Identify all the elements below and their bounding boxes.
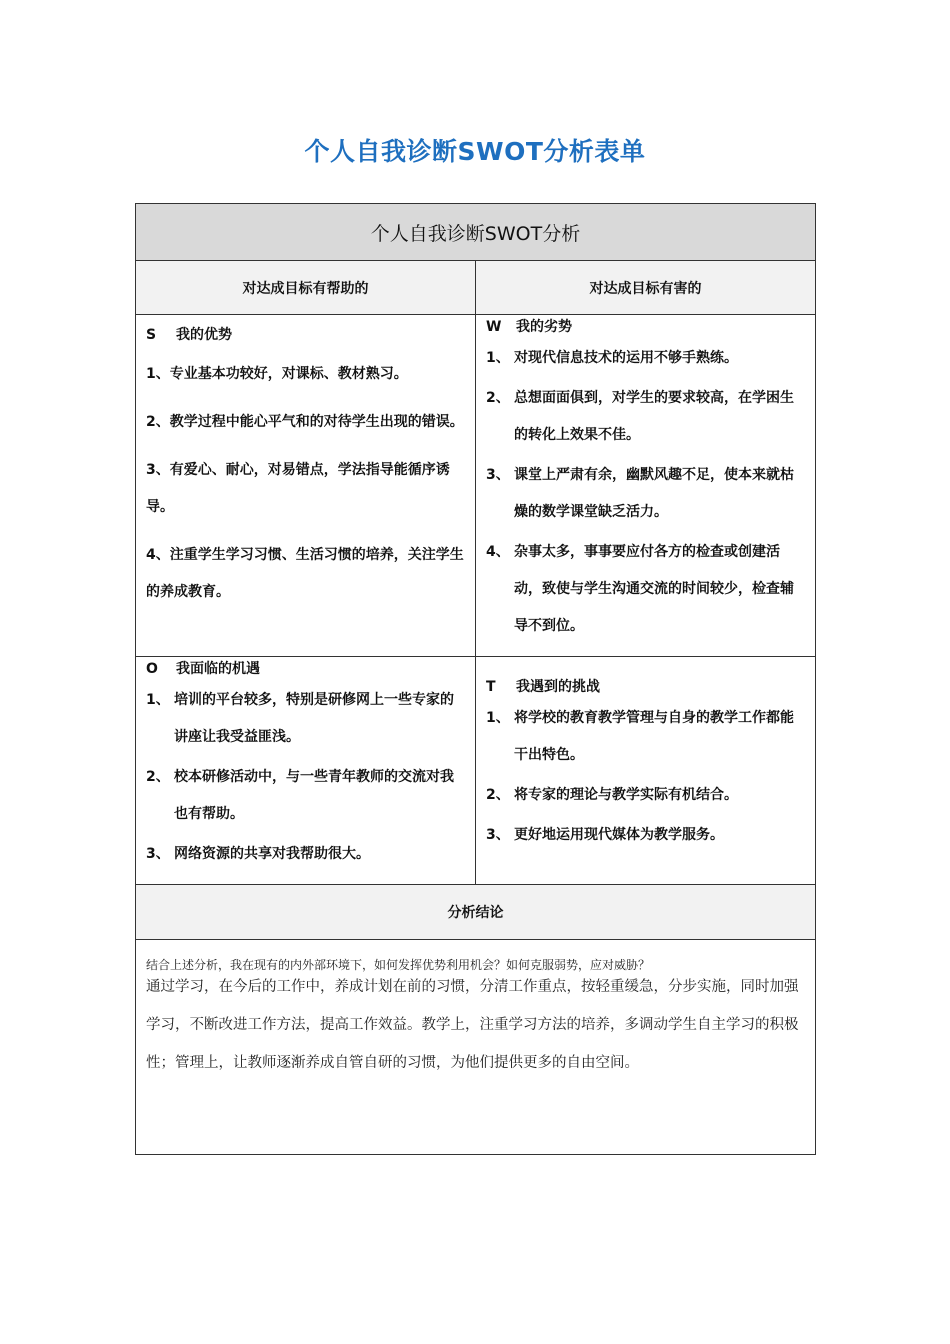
item-number: 3、 (146, 846, 170, 862)
item-number: 2、 (486, 390, 510, 406)
strengths-label: 我的优势 (176, 327, 232, 343)
conclusion-prompt: 结合上述分析，我在现有的内外部环境下，如何发挥优势利用机会？如何克服弱势，应对威胁？ (146, 958, 651, 972)
item-text: 杂事太多，事事要应付各方的检查或创建活动，致使与学生沟通交流的时间较少，检查辅导不到位。 (514, 544, 794, 634)
item-number: 1、 (146, 692, 170, 708)
document-title: 个人自我诊断SWOT分析表单 (304, 137, 646, 166)
threats-cell (476, 657, 816, 885)
item-number: 1、 (486, 710, 510, 726)
item-text: 总想面面俱到，对学生的要求较高，在学困生的转化上效果不佳。 (514, 390, 794, 443)
harmful-column-header: 对达成目标有害的 (476, 261, 816, 315)
strengths-cell (136, 315, 476, 657)
weakness-item (486, 465, 807, 531)
item-number: 2、 (146, 769, 170, 785)
threat-item (486, 708, 807, 774)
item-text: 网络资源的共享对我帮助很大。 (174, 846, 370, 862)
opportunities-letter: O (146, 661, 158, 677)
threat-item (486, 785, 807, 814)
conclusion-text: 通过学习，在今后的工作中，养成计划在前的习惯，分清工作重点，按轻重缓急，分步实施，同时加强学习，不断改进工作方法，提高工作效益。教学上，注重学习方法的培养，多调动学生自主学习的积极性；管理上，让教师逐渐养成自管自研的习惯，为他们提供更多的自由空间。 (146, 979, 799, 1071)
swot-main-header: 个人自我诊断SWOT分析 (136, 204, 816, 261)
swot-table (135, 203, 816, 1155)
opportunities-label: 我面临的机遇 (176, 661, 260, 677)
helpful-column-header: 对达成目标有帮助的 (136, 261, 476, 315)
item-number: 2、 (486, 787, 510, 803)
opportunities-header (146, 659, 467, 679)
threat-item (486, 825, 807, 854)
item-number: 1、 (486, 350, 510, 366)
conclusion-header: 分析结论 (136, 885, 816, 940)
weaknesses-label: 我的劣势 (516, 319, 572, 335)
conclusion-cell (136, 940, 816, 1155)
weakness-item (486, 542, 807, 645)
weaknesses-cell (476, 315, 816, 657)
item-number: 3、 (486, 467, 510, 483)
item-text: 对现代信息技术的运用不够手熟练。 (514, 350, 738, 366)
item-text: 课堂上严肃有余，幽默风趣不足，使本来就枯燥的数学课堂缺乏活力。 (514, 467, 794, 520)
item-text: 培训的平台较多，特别是研修网上一些专家的讲座让我受益匪浅。 (174, 692, 454, 745)
opportunity-item (146, 767, 467, 833)
item-text: 将学校的教育教学管理与自身的教学工作都能干出特色。 (514, 710, 794, 763)
strength-item: 3、有爱心、耐心，对易错点，学法指导能循序诱导。 (146, 462, 450, 515)
item-number: 3、 (486, 827, 510, 843)
opportunities-cell (136, 657, 476, 885)
strength-item: 2、教学过程中能心平气和的对待学生出现的错误。 (146, 414, 464, 430)
threats-header (486, 677, 807, 697)
threats-letter: T (486, 679, 496, 695)
item-text: 将专家的理论与教学实际有机结合。 (514, 787, 738, 803)
threats-label: 我遇到的挑战 (516, 679, 600, 695)
item-number: 4、 (486, 544, 510, 560)
opportunity-item (146, 844, 467, 873)
strengths-letter: S (146, 327, 157, 343)
strength-item: 1、专业基本功较好，对课标、教材熟习。 (146, 366, 408, 382)
weaknesses-letter: W (486, 319, 502, 335)
strength-item: 4、注重学生学习习惯、生活习惯的培养，关注学生的养成教育。 (146, 547, 464, 600)
item-text: 校本研修活动中，与一些青年教师的交流对我也有帮助。 (174, 769, 454, 822)
weaknesses-header (486, 317, 807, 337)
strengths-header (146, 325, 467, 345)
opportunity-item (146, 690, 467, 756)
item-text: 更好地运用现代媒体为教学服务。 (514, 827, 724, 843)
weakness-item (486, 388, 807, 454)
weakness-item (486, 348, 807, 377)
